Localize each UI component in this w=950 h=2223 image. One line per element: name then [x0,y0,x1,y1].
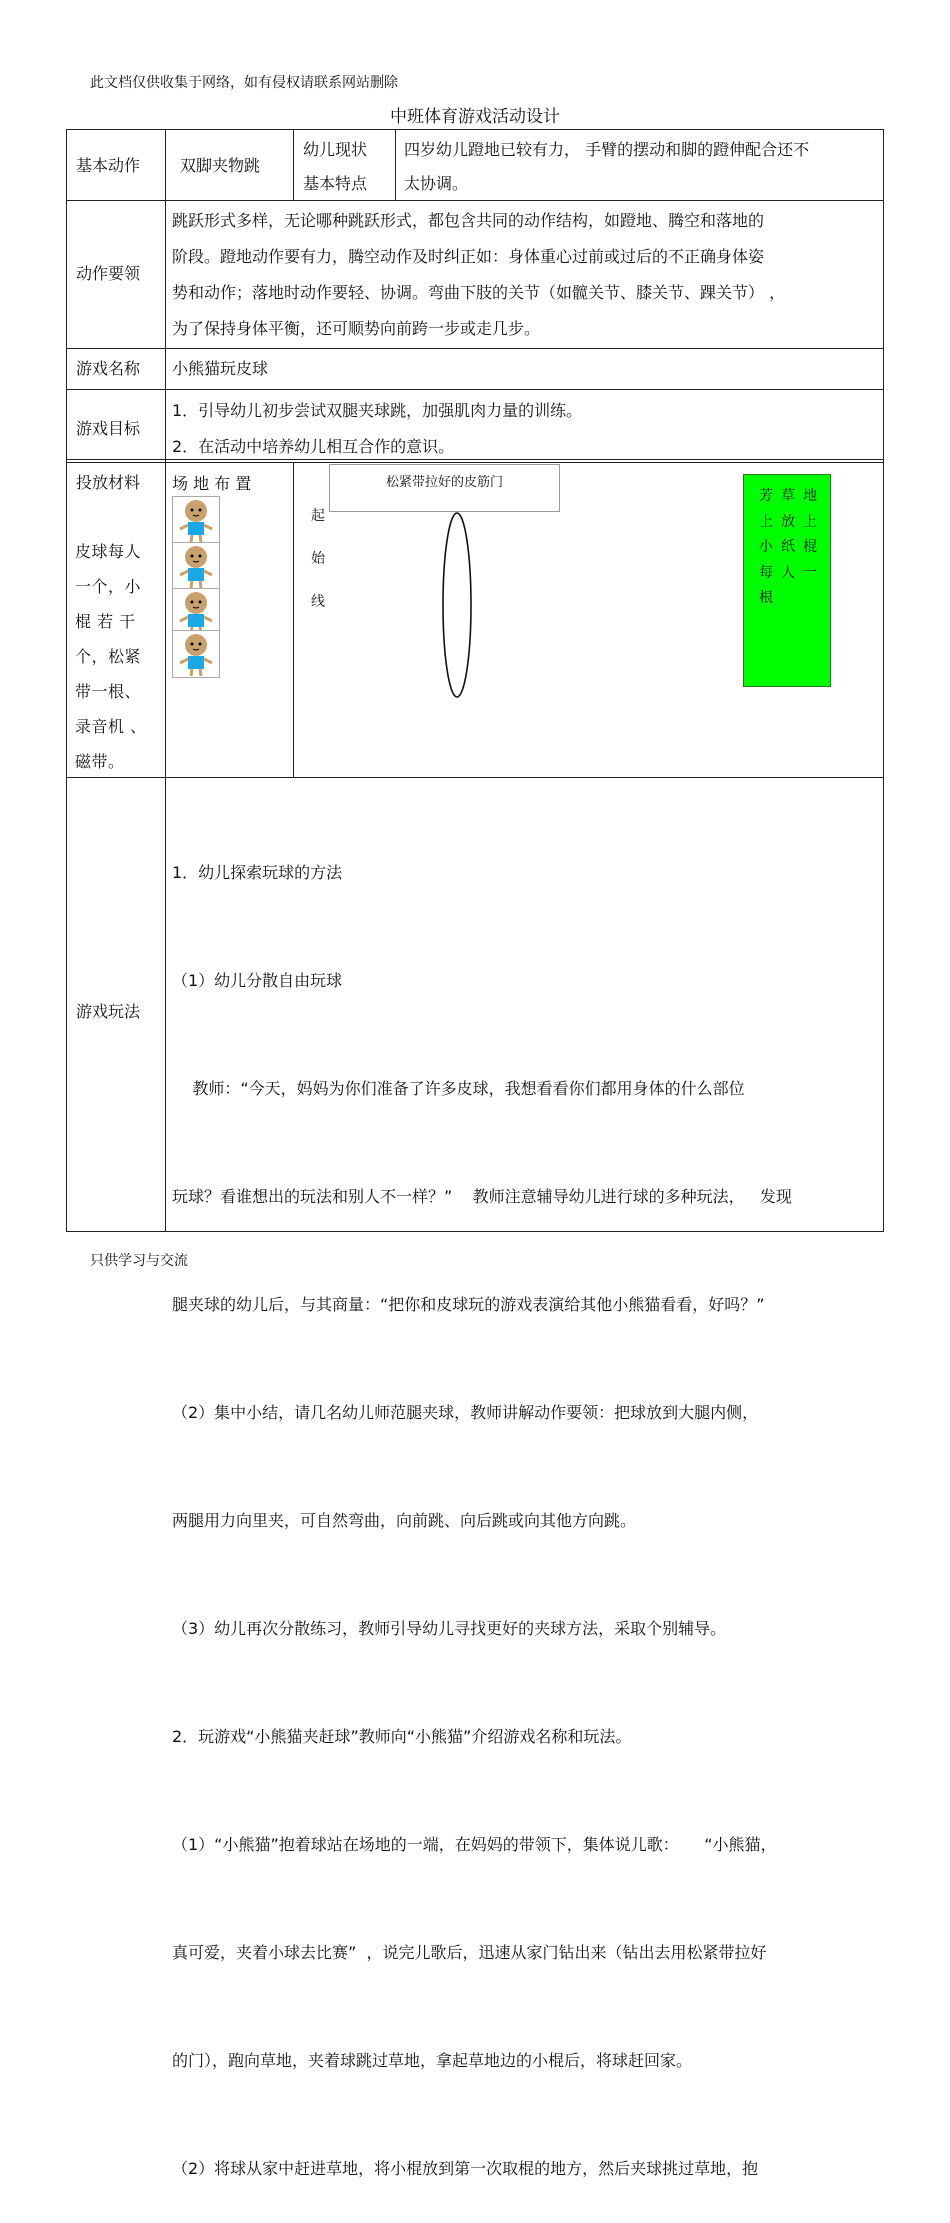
status-desc-line2: 太协调。 [404,174,469,193]
row-label-status-line1: 幼儿现状 [303,140,368,159]
essentials-text [172,203,877,347]
row-label-essentials: 动作要领 [76,264,141,283]
grass-char: 上 [759,513,773,530]
materials-line: 磁带。 [75,752,125,771]
row-label-materials: 投放材料 [76,473,141,492]
document-title: 中班体育游戏活动设计 [390,107,560,127]
play-line: （2）集中小结，请几名幼儿师范腿夹球，教师讲解动作要领：把球放到大腿内侧， [172,1403,759,1422]
basic-action-value: 双脚夹物跳 [180,156,261,175]
grass-char: 棍 [803,539,817,555]
grass-char: 小 [759,539,773,555]
header-note: 此文档仅供收集于网络，如有侵权请联系网站删除 [90,75,398,91]
essentials-line: 阶段。蹬地动作要有力，腾空动作及时纠正如：身体重心过前或过后的不正确身体姿 [172,247,765,266]
start-line-char: 始 [311,551,325,567]
game-name-value: 小熊猫玩皮球 [172,359,269,378]
grass-char: 芳 [759,488,773,504]
grass-char: 人 [781,564,795,581]
row-label-game-name: 游戏名称 [76,359,141,378]
play-line: （2）将球从家中赶进草地，将小棍放到第一次取棍的地方，然后夹球挑过草地，抱 [172,2159,759,2178]
materials-line: 录音机 、 [75,717,147,736]
grass-char: 一 [803,564,817,581]
play-line: 两腿用力向里夹，可自然弯曲，向前跳、向后跳或向其他方向跳。 [172,1511,637,1530]
start-line-char: 起 [311,508,325,524]
play-line: 腿夹球的幼儿后，与其商量：“把你和皮球玩的游戏表演给其他小熊猫看看，好吗？” [172,1295,765,1314]
gate-label-box [329,464,560,512]
rubber-band-gate-icon [438,508,476,702]
grass-text-col [781,484,795,586]
grass-char: 草 [781,488,795,504]
materials-line: 个，松紧 [75,647,142,666]
child-figure-icon [172,542,220,590]
grass-char: 地 [803,488,817,504]
essentials-line: 跳跃形式多样，无论哪种跳跃形式，都包含共同的动作结构，如蹬地、腾空和落地的 [172,211,765,230]
goal-line: 1．引导幼儿初步尝试双腿夹球跳，加强肌肉力量的训练。 [172,401,583,420]
grass-text-col [759,484,773,612]
play-line: （3）幼儿再次分散练习，教师引导幼儿寻找更好的夹球方法，采取个别辅导。 [172,1619,727,1638]
play-line: 教师：“今天，妈妈为你们准备了许多皮球，我想看看你们都用身体的什么部位 [172,1079,745,1098]
materials-line: 棍 若 干 [75,612,136,631]
materials-line: 一个，小 [75,577,142,596]
goal-line: 2．在活动中培养幼儿相互合作的意识。 [172,437,455,456]
play-line: （1）“小熊猫”抱着球站在场地的一端，在妈妈的带领下，集体说儿歌： “小熊猫， [172,1835,777,1854]
row-label-game-play: 游戏玩法 [76,1002,141,1021]
game-play-text [172,783,880,2223]
row-label-game-goal: 游戏目标 [76,419,141,438]
play-line: 2．玩游戏“小熊猫夹赶球”教师向“小熊猫”介绍游戏名称和玩法。 [172,1727,632,1746]
play-line: 1．幼儿探索玩球的方法 [172,863,343,882]
gate-label: 松紧带拉好的皮筋门 [385,475,503,490]
materials-line: 带一根、 [75,682,142,701]
play-line: 的门），跑向草地，夹着球跳过草地，拿起草地边的小棍后，将球赶回家。 [172,2051,693,2070]
materials-line: 皮球每人 [75,542,142,561]
play-line: （1）幼儿分散自由玩球 [172,971,343,990]
play-line: 玩球？看谁想出的玩法和别人不一样？” 教师注意辅导幼儿进行球的多种玩法， 发现 [172,1187,792,1206]
essentials-line: 势和动作；落地时动作要轻、协调。弯曲下肢的关节（如髋关节、膝关节、踝关节） ， [172,283,786,302]
play-line: 真可爱，夹着小球去比赛” ，说完儿歌后，迅速从家门钻出来（钻出去用松紧带拉好 [172,1943,767,1962]
grass-char: 根 [759,590,773,606]
status-desc-line1: 四岁幼儿蹬地已较有力， 手臂的摆动和脚的蹬伸配合还不 [404,140,810,159]
grass-char: 上 [803,513,817,530]
child-figure-icon [172,630,220,678]
site-layout-label: 场 地 布 置 [172,474,252,493]
child-figure-icon [172,588,220,636]
row-label-basic-action: 基本动作 [76,156,141,175]
grass-char: 放 [781,513,795,530]
footer-note: 只供学习与交流 [90,1253,188,1269]
start-line-char: 线 [311,594,325,610]
grass-char: 纸 [781,539,795,555]
game-goal-text [172,393,582,465]
grass-text-col [803,484,817,586]
child-figure-icon [172,496,220,544]
grass-char: 每 [759,564,773,581]
materials-list [75,534,160,779]
row-label-status-line2: 基本特点 [303,174,368,193]
essentials-line: 为了保持身体平衡，还可顺势向前跨一步或走几步。 [172,319,541,338]
